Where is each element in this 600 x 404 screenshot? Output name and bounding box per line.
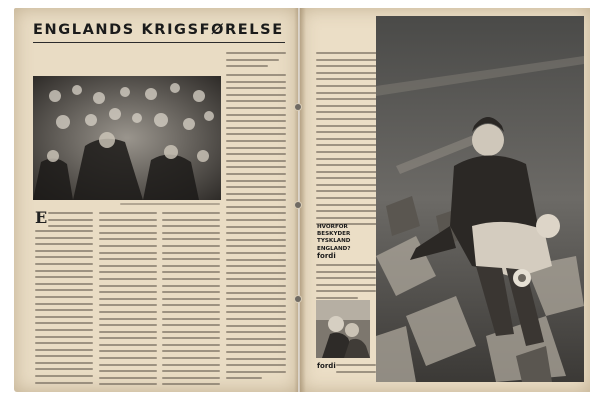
article-column-2 xyxy=(99,212,157,390)
staple xyxy=(295,104,301,110)
question-line-2: TYSKLAND xyxy=(317,238,351,245)
center-fold xyxy=(294,8,306,392)
headline-rule xyxy=(33,42,285,43)
rescue-photo xyxy=(376,16,584,382)
fordi-label: fordi xyxy=(317,252,336,260)
question-line-1: HVORFOR BESKYDER xyxy=(317,224,351,238)
article-column-3 xyxy=(226,74,286,384)
article-column-2b xyxy=(162,212,220,390)
photo-caption xyxy=(120,203,220,210)
question-line-3: ENGLAND? xyxy=(317,245,351,252)
right-article-column xyxy=(316,52,378,230)
article-column-1-top xyxy=(48,212,93,232)
crowd-photo xyxy=(33,76,221,200)
headline: ENGLANDS KRIGSFØRELSE xyxy=(33,22,284,38)
question-heading xyxy=(317,224,377,253)
staple xyxy=(295,202,301,208)
article-column-1 xyxy=(35,230,93,388)
fordi-label-2: fordi xyxy=(317,362,336,370)
inset-caption xyxy=(336,364,376,377)
inset-photo xyxy=(316,300,370,358)
drop-cap: E xyxy=(35,208,48,227)
staple xyxy=(295,296,301,302)
fordi-text xyxy=(316,264,376,304)
subtitle-text xyxy=(226,52,286,72)
